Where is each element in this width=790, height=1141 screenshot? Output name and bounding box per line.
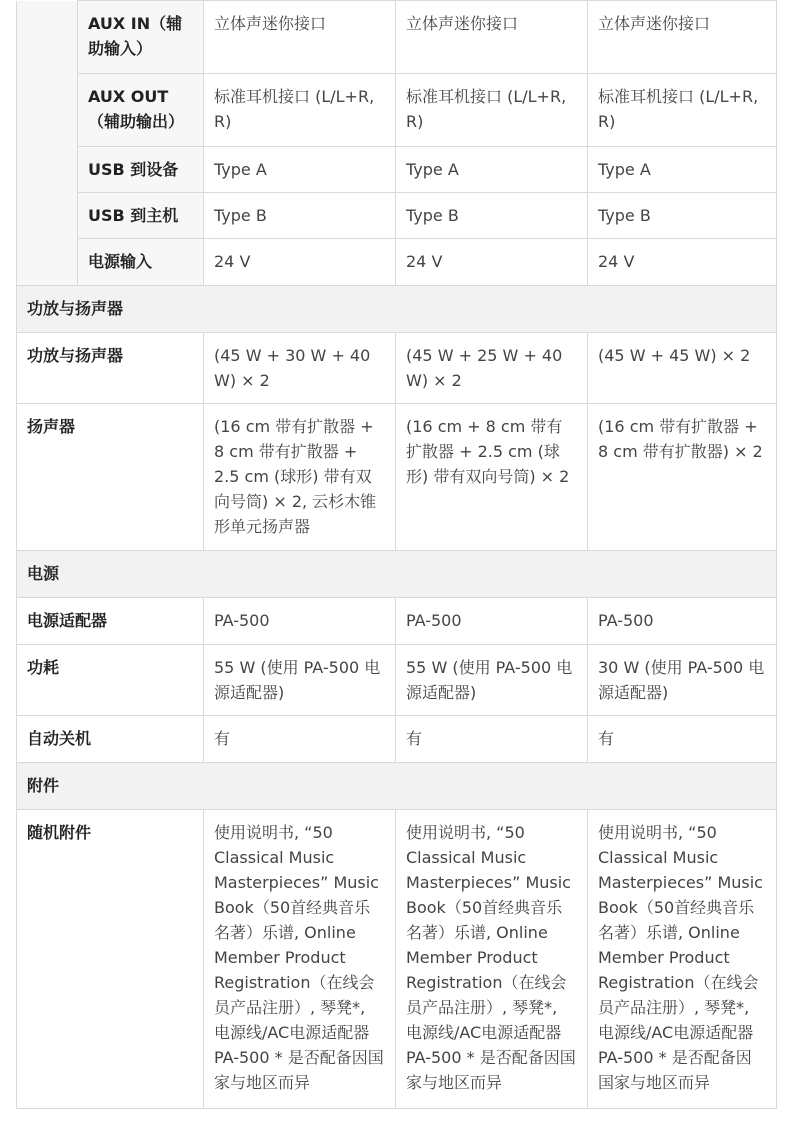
value-cell: 标准耳机接口 (L/L+R, R) <box>204 74 396 147</box>
row-label: 电源适配器 <box>17 598 204 645</box>
value-cell: 立体声迷你接口 <box>588 1 777 74</box>
value-cell: 使用说明书, “50 Classical Music Masterpieces” Music Book（50首经典音乐名著）乐谱, Online Member Product Registration（在线会员产品注册）, 琴凳*, 电源线/AC电源适配器PA-500 * 是否配备因国家与地区而异 <box>588 810 777 1109</box>
section-title: 电源 <box>17 551 777 598</box>
value-cell: 立体声迷你接口 <box>204 1 396 74</box>
value-cell: 标准耳机接口 (L/L+R, R) <box>588 74 777 147</box>
section-title: 附件 <box>17 763 777 810</box>
value-cell: 30 W (使用 PA-500 电源适配器) <box>588 645 777 716</box>
value-cell: Type B <box>588 193 777 239</box>
indent-cell <box>17 1 78 286</box>
spec-row-usb-host <box>17 193 777 239</box>
value-cell: 55 W (使用 PA-500 电源适配器) <box>396 645 588 716</box>
row-label: AUX OUT（辅助输出） <box>78 74 204 147</box>
spec-row-dc-in <box>17 239 777 286</box>
value-cell: PA-500 <box>588 598 777 645</box>
value-cell: Type B <box>204 193 396 239</box>
value-cell: (16 cm 带有扩散器 + 8 cm 带有扩散器 + 2.5 cm (球形) 带有双向号筒) × 2, 云杉木锥形单元扬声器 <box>204 404 396 551</box>
spec-row-adapter <box>17 598 777 645</box>
spec-row-consumption <box>17 645 777 716</box>
spec-table <box>16 0 777 1109</box>
value-cell: (45 W + 30 W + 40 W) × 2 <box>204 333 396 404</box>
spec-row-usb-device <box>17 147 777 193</box>
value-cell: Type A <box>588 147 777 193</box>
section-header-accessories <box>17 763 777 810</box>
spec-row-aux-in <box>17 1 777 74</box>
row-label: 扬声器 <box>17 404 204 551</box>
value-cell: 24 V <box>588 239 777 286</box>
value-cell: (45 W + 25 W + 40 W) × 2 <box>396 333 588 404</box>
value-cell: PA-500 <box>204 598 396 645</box>
spec-row-speakers <box>17 404 777 551</box>
section-header-power <box>17 551 777 598</box>
value-cell: (16 cm + 8 cm 带有扩散器 + 2.5 cm (球形) 带有双向号筒) × 2 <box>396 404 588 551</box>
value-cell: 有 <box>396 716 588 763</box>
value-cell: 24 V <box>396 239 588 286</box>
value-cell: 有 <box>204 716 396 763</box>
spec-row-accessories <box>17 810 777 1109</box>
row-label: 随机附件 <box>17 810 204 1109</box>
row-label: 功放与扬声器 <box>17 333 204 404</box>
value-cell: 立体声迷你接口 <box>396 1 588 74</box>
row-label: USB 到主机 <box>78 193 204 239</box>
value-cell: Type A <box>396 147 588 193</box>
value-cell: (45 W + 45 W) × 2 <box>588 333 777 404</box>
value-cell: (16 cm 带有扩散器 + 8 cm 带有扩散器) × 2 <box>588 404 777 551</box>
row-label: 电源输入 <box>78 239 204 286</box>
value-cell: 有 <box>588 716 777 763</box>
value-cell: PA-500 <box>396 598 588 645</box>
spec-row-amplifiers <box>17 333 777 404</box>
row-label: 自动关机 <box>17 716 204 763</box>
value-cell: Type A <box>204 147 396 193</box>
row-label: USB 到设备 <box>78 147 204 193</box>
value-cell: 使用说明书, “50 Classical Music Masterpieces” Music Book（50首经典音乐名著）乐谱, Online Member Product Registration（在线会员产品注册）, 琴凳*, 电源线/AC电源适配器PA-500 * 是否配备因国家与地区而异 <box>204 810 396 1109</box>
section-header-amplifiers <box>17 286 777 333</box>
value-cell: Type B <box>396 193 588 239</box>
value-cell: 55 W (使用 PA-500 电源适配器) <box>204 645 396 716</box>
spec-row-auto-off <box>17 716 777 763</box>
row-label: AUX IN（辅助输入） <box>78 1 204 74</box>
spec-row-aux-out <box>17 74 777 147</box>
value-cell: 使用说明书, “50 Classical Music Masterpieces” Music Book（50首经典音乐名著）乐谱, Online Member Product Registration（在线会员产品注册）, 琴凳*, 电源线/AC电源适配器PA-500 * 是否配备因国家与地区而异 <box>396 810 588 1109</box>
value-cell: 24 V <box>204 239 396 286</box>
value-cell: 标准耳机接口 (L/L+R, R) <box>396 74 588 147</box>
section-title: 功放与扬声器 <box>17 286 777 333</box>
row-label: 功耗 <box>17 645 204 716</box>
